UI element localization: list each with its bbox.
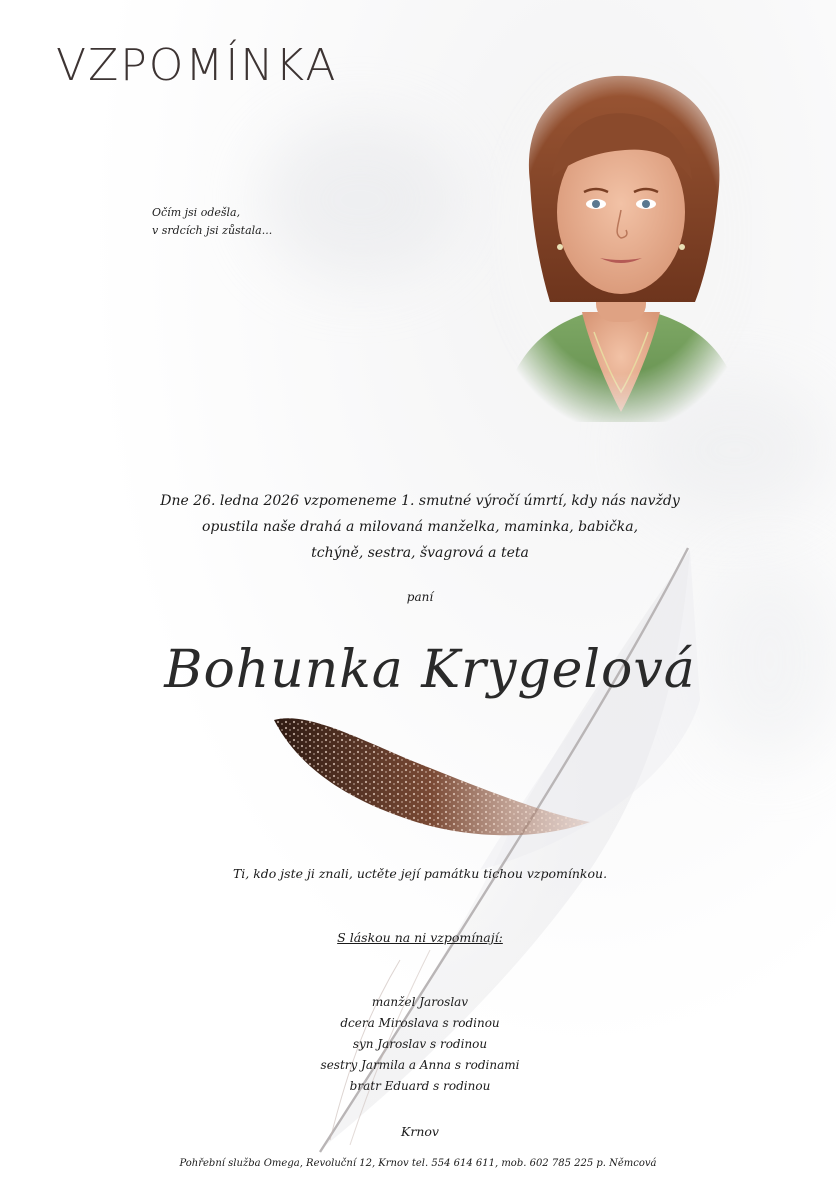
announcement xyxy=(120,488,720,566)
announcement-line: Dne 26. ledna 2026 vzpomeneme 1. smutné výročí úmrtí, kdy nás navždy xyxy=(160,493,680,509)
mourners-heading: S láskou na ni vzpomínají: xyxy=(337,930,503,945)
announcement-line: tchýně, sestra, švagrová a teta xyxy=(311,545,529,561)
list-item: bratr Eduard s rodinou xyxy=(349,1079,491,1093)
funeral-service-footer: Pohřební služba Omega, Revoluční 12, Krnov tel. 554 614 611, mob. 602 785 225 p. Němcová xyxy=(179,1158,657,1169)
mourners-list xyxy=(120,992,720,1097)
list-item: sestry Jarmila a Anna s rodinami xyxy=(320,1058,520,1072)
list-item: dcera Miroslava s rodinou xyxy=(340,1016,500,1030)
tribute-text: Ti, kdo jste ji znali, uctěte její památku tichou vzpomínkou. xyxy=(232,866,608,881)
background-smudge xyxy=(260,120,460,280)
motto xyxy=(152,204,272,240)
page-title: VZPOMÍNKA xyxy=(56,40,338,91)
salutation: paní xyxy=(406,590,434,604)
motto-line: Očím jsi odešla, xyxy=(152,206,241,219)
motto-line: v srdcích jsi zůstala... xyxy=(152,224,273,237)
portrait-photo xyxy=(490,62,752,422)
deceased-name: Bohunka Krygelová xyxy=(164,640,696,700)
list-item: syn Jaroslav s rodinou xyxy=(352,1037,488,1051)
city: Krnov xyxy=(401,1124,439,1139)
list-item: manžel Jaroslav xyxy=(371,995,469,1009)
announcement-line: opustila naše drahá a milovaná manželka, maminka, babička, xyxy=(201,519,639,535)
